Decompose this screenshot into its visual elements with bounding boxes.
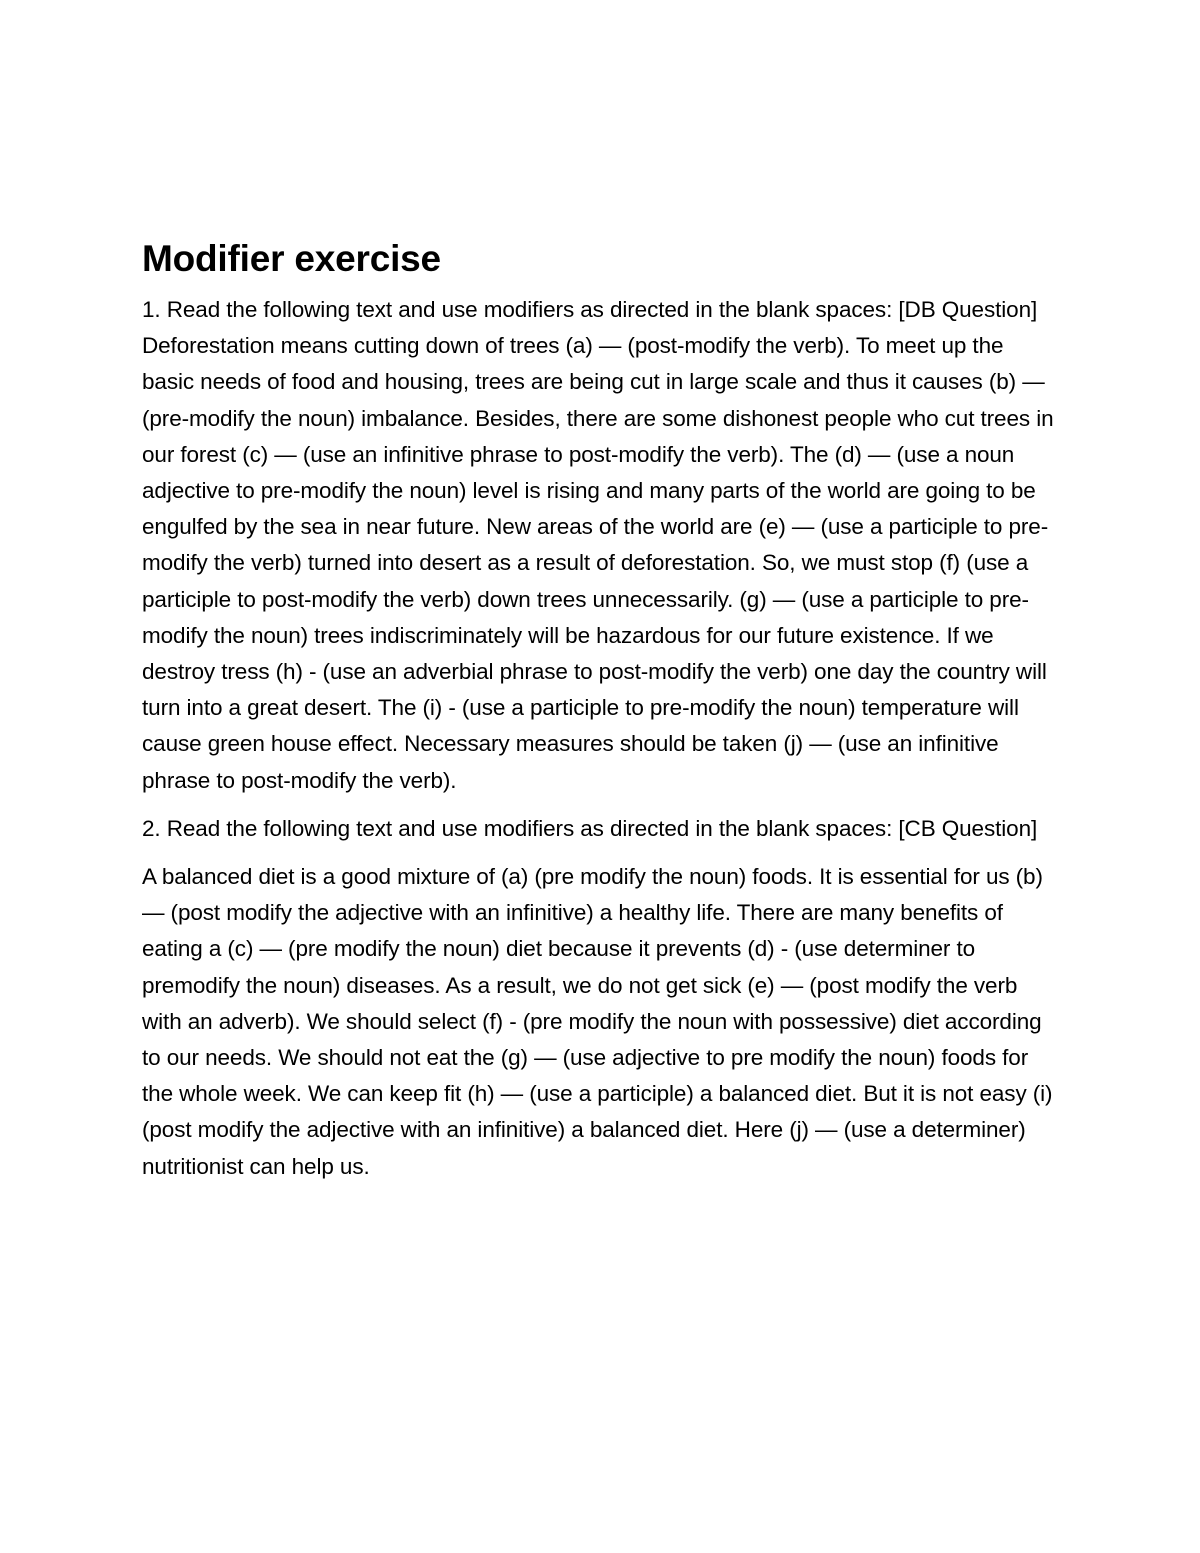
- document-title: Modifier exercise: [142, 238, 441, 279]
- exercise-1-paragraph: 1. Read the following text and use modifiers as directed in the blank spaces: [DB Question] Deforestation means cutting down of trees (a) — (post-modify the verb). To meet up the basic needs of food and housing, trees are being cut in large scale and thus it causes (b) — (pre-modify the noun) imbalance. Besides, there are some dishonest people who cut trees in our forest (c) — (use an infinitive phrase to post-modify the verb). The (d) — (use a noun adjective to pre-modify the noun) level is rising and many parts of the world are going to be engulfed by the sea in near future. New areas of the world are (e) — (use a participle to pre-modify the verb) turned into desert as a result of deforestation. So, we must stop (f) (use a participle to post-modify the verb) down trees unnecessarily. (g) — (use a participle to pre-modify the noun) trees indiscriminately will be hazardous for our future existence. If we destroy tress (h) - (use an adverbial phrase to post-modify the verb) one day the country will turn into a great desert. The (i) - (use a participle to pre-modify the noun) temperature will cause green house effect. Necessary measures should be taken (j) — (use an infinitive phrase to post-modify the verb).: [142, 297, 1054, 793]
- exercise-2-paragraph: A balanced diet is a good mixture of (a) (pre modify the noun) foods. It is essential for us (b) — (post modify the adjective with an infinitive) a healthy life. There are many benefits of eating a (c) — (pre modify the noun) diet because it prevents (d) - (use determiner to premodify the noun) diseases. As a result, we do not get sick (e) — (post modify the verb with an adverb). We should select (f) - (pre modify the noun with possessive) diet according to our needs. We should not eat the (g) — (use adjective to pre modify the noun) foods for the whole week. We can keep fit (h) — (use a participle) a balanced diet. But it is not easy (i) (post modify the adjective with an infinitive) a balanced diet. Here (j) — (use a determiner) nutritionist can help us.: [142, 864, 1053, 1179]
- exercise-2-instruction: 2. Read the following text and use modifiers as directed in the blank spaces: [CB Question]: [142, 815, 1038, 841]
- document-body: [142, 236, 1060, 1197]
